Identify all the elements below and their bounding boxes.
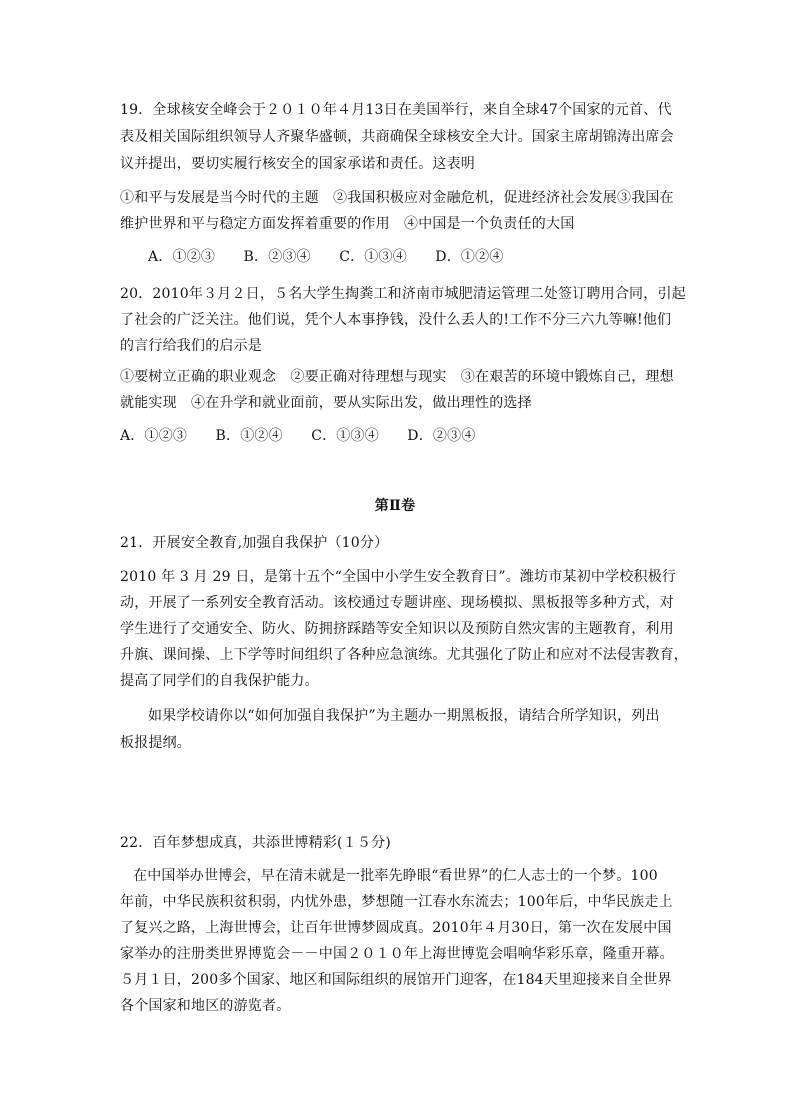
q19-options: A．①②③ B．②③④ C．①③④ D．①②④ — [148, 249, 504, 265]
q21-material-line-1: 2010 年 3 月 29 日，是第十五个“全国中小学生安全教育日”。潍坊市某初中学校积极行 — [120, 569, 677, 585]
q20-stem-line-1: 20．2010年３月２日，５名大学生掏粪工和济南市城肥清运管理二处签订聘用合同，引起 — [120, 286, 686, 302]
q22-title: 22．百年梦想成真，共添世博精彩(１５分) — [120, 835, 391, 851]
q19-statements-line-1: ①和平与发展是当今时代的主题 ②我国积极应对金融危机，促进经济社会发展③我国在 — [120, 190, 674, 206]
q22-material-line-6: 各个国家和地区的游览者。 — [120, 998, 291, 1014]
q19-stem-line-1: 19．全球核安全峰会于２０１０年４月13日在美国举行，来自全球47个国家的元首、代 — [120, 102, 672, 118]
q21-question-line-2: 板报提纲。 — [120, 735, 191, 751]
q21-material-line-2: 动，开展了一系列安全教育活动。该校通过专题讲座、现场模拟、黑板报等多种方式，对 — [120, 595, 674, 611]
q19-stem-line-3: 议并提出，要切实履行核安全的国家承诺和责任。这表明 — [120, 156, 475, 172]
q20-options: A．①②③ B．①②④ C．①③④ D．②③④ — [120, 428, 476, 444]
q19-stem-line-2: 表及相关国际组织领导人齐聚华盛顿，共商确保全球核安全大计。国家主席胡锦涛出席会 — [120, 129, 674, 145]
q20-statements-line-1: ①要树立正确的职业观念 ②要正确对待理想与现实 ③在艰苦的环境中锻炼自己，理想 — [120, 369, 674, 385]
q22-material-line-5: ５月１日，200多个国家、地区和国际组织的展馆开门迎客，在184天里迎接来自全世界 — [120, 972, 672, 988]
q21-material-line-3: 学生进行了交通安全、防火、防拥挤踩踏等安全知识以及预防自然灾害的主题教育，利用 — [120, 621, 674, 637]
q22-material-line-2: 年前，中华民族积贫积弱，内忧外患，梦想随一江春水东流去；100年后，中华民族走上 — [120, 894, 673, 910]
q21-material-line-5: 提高了同学们的自我保护能力。 — [120, 673, 319, 689]
q22-material-line-1: 在中国举办世博会，早在清末就是一批率先睁眼“看世界”的仁人志士的一个梦。100 — [133, 868, 658, 884]
section-title: 第Ⅱ卷 — [374, 498, 416, 514]
q22-material-line-4: 家举办的注册类世界博览会－－中国２０１０年上海世博览会唱响华彩乐章，隆重开幕。 — [120, 946, 674, 962]
q22-material-line-3: 了复兴之路，上海世博会，让百年世博梦圆成真。2010年４月30日，第一次在发展中国 — [120, 920, 672, 936]
q20-stem-line-3: 的言行给我们的启示是 — [120, 338, 262, 354]
q21-title: 21．开展安全教育,加强自我保护（10分） — [120, 535, 389, 551]
q21-question-line-1: 如果学校请你以“如何加强自我保护”为主题办一期黑板报，请结合所学知识，列出 — [148, 708, 660, 724]
q19-statements-line-2: 维护世界和平与稳定方面发挥着重要的作用 ④中国是一个负责任的大国 — [120, 216, 575, 232]
q20-stem-line-2: 了社会的广泛关注。他们说，凭个人本事挣钱，没什么丢人的!工作不分三六九等嘛!他们 — [120, 312, 672, 328]
q21-material-line-4: 升旗、课间操、上下学等时间组织了各种应急演练。尤其强化了防止和应对不法侵害教育， — [120, 647, 688, 663]
q20-statements-line-2: 就能实现 ④在升学和就业面前，要从实际出发，做出理性的选择 — [120, 395, 532, 411]
